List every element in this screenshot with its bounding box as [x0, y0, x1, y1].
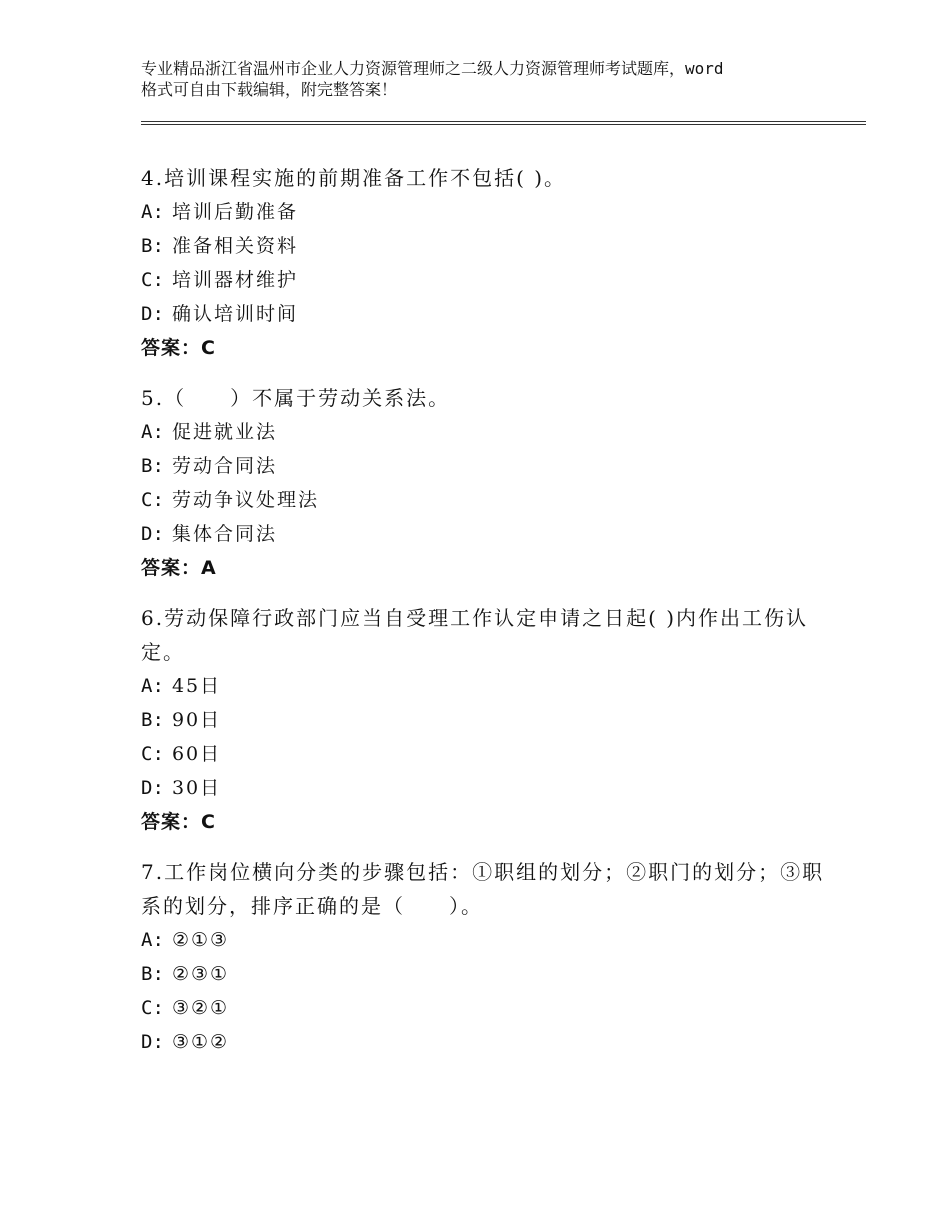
header-divider-bottom	[141, 124, 866, 125]
option-c: C: 培训器材维护	[141, 269, 298, 291]
header-line-2: 格式可自由下载编辑，附完整答案！	[141, 80, 398, 99]
question-5	[141, 381, 831, 585]
question-7	[141, 855, 831, 1059]
option-b: B: 劳动合同法	[141, 455, 277, 477]
answer-label: 答案：A	[141, 557, 217, 579]
option-d: D: ③①②	[141, 1031, 230, 1053]
document-header	[141, 58, 841, 100]
option-d: D: 30日	[141, 777, 222, 799]
option-c: C: ③②①	[141, 997, 230, 1019]
answer-label: 答案：C	[141, 811, 216, 833]
option-b: B: ②③①	[141, 963, 230, 985]
question-title: 4.培训课程实施的前期准备工作不包括( )。	[141, 166, 567, 190]
option-a: A: 培训后勤准备	[141, 201, 298, 223]
header-divider-top	[141, 121, 866, 122]
question-title: 6.劳动保障行政部门应当自受理工作认定申请之日起( )内作出工伤认定。	[141, 606, 809, 664]
question-list	[141, 161, 831, 1075]
option-d: D: 确认培训时间	[141, 303, 298, 325]
option-a: A: ②①③	[141, 929, 230, 951]
option-d: D: 集体合同法	[141, 523, 277, 545]
question-6	[141, 601, 831, 839]
option-b: B: 准备相关资料	[141, 235, 298, 257]
option-c: C: 60日	[141, 743, 222, 765]
option-a: A: 45日	[141, 675, 222, 697]
option-b: B: 90日	[141, 709, 222, 731]
question-title: 7.工作岗位横向分类的步骤包括：①职组的划分；②职门的划分；③职系的划分，排序正确的是（ ）。	[141, 860, 825, 918]
option-c: C: 劳动争议处理法	[141, 489, 319, 511]
question-title: 5.（ ）不属于劳动关系法。	[141, 386, 451, 410]
question-4	[141, 161, 831, 365]
option-a: A: 促进就业法	[141, 421, 277, 443]
header-line-1: 专业精品浙江省温州市企业人力资源管理师之二级人力资源管理师考试题库，word	[141, 59, 724, 78]
answer-label: 答案：C	[141, 337, 216, 359]
